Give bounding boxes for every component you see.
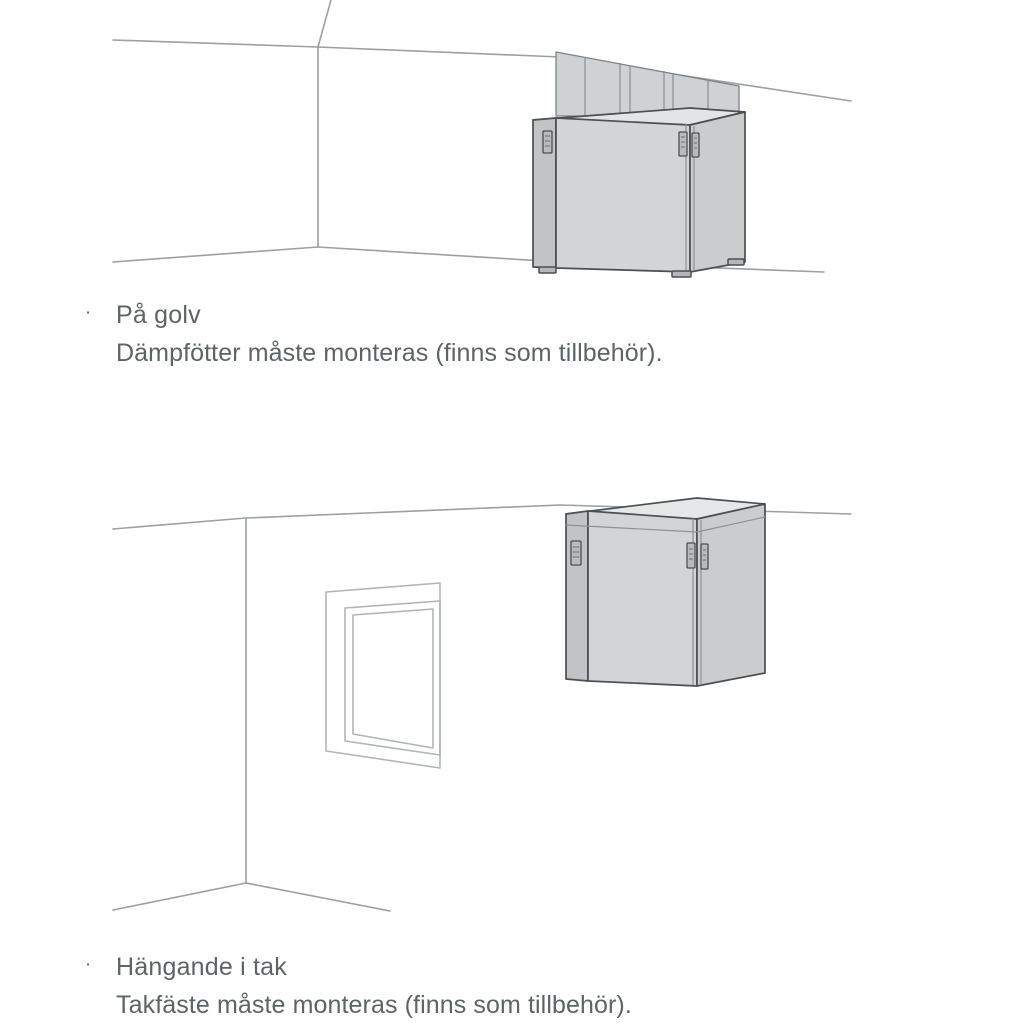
caption-text-floor bbox=[116, 296, 663, 372]
illustration-floor-standing bbox=[0, 0, 1024, 290]
caption-title-floor: På golv bbox=[116, 301, 201, 329]
bullet-marker-ceiling: · bbox=[84, 954, 92, 975]
caption-title-ceiling: Hängande i tak bbox=[116, 953, 287, 981]
caption-detail-ceiling: Takfäste måste monteras (finns som tillbehör). bbox=[116, 991, 632, 1019]
caption-floor-standing bbox=[0, 296, 1024, 372]
bullet-marker-floor: · bbox=[84, 302, 92, 323]
illustration-ceiling-hung bbox=[0, 455, 1024, 935]
caption-text-ceiling bbox=[116, 948, 632, 1024]
caption-detail-floor: Dämpfötter måste monteras (finns som tillbehör). bbox=[116, 339, 663, 367]
caption-ceiling-hung bbox=[0, 948, 1024, 1024]
